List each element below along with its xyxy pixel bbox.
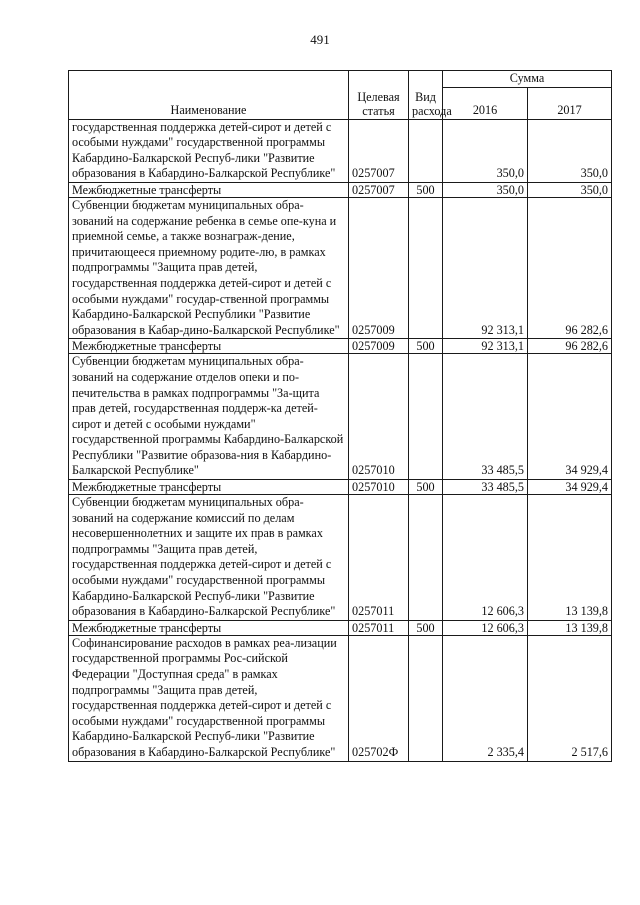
table-row: [69, 495, 612, 621]
table-row: [69, 635, 612, 761]
row-amount-2017-cell: 350,0: [528, 182, 612, 197]
row-target-article-cell: 0257009: [349, 339, 409, 354]
row-target-article-cell: 0257010: [349, 480, 409, 495]
row-amount-2016-cell: 2 335,4: [443, 635, 528, 761]
row-name-cell: Субвенции бюджетам муниципальных обра-зований на содержание ребенка в семье опе-куна и приемной семье, а также вознаграж-дение, причитающееся приемному родите-лю, в рамках подпрограммы "Защита прав детей, государственная поддержка детей-сирот и детей с особыми нуждами" государ-ственной программы Кабардино-Балкарской Республики "Развитие образования в Кабар-дино-Балкарской Республике": [69, 197, 349, 338]
row-name-cell: Межбюджетные трансферты: [69, 182, 349, 197]
row-amount-2017-cell: 96 282,6: [528, 339, 612, 354]
row-amount-2017-cell: 2 517,6: [528, 635, 612, 761]
row-expense-type-cell: [409, 635, 443, 761]
row-expense-type-cell: [409, 197, 443, 338]
budget-table: [68, 70, 612, 762]
row-amount-2017-cell: 34 929,4: [528, 480, 612, 495]
row-expense-type-cell: [409, 119, 443, 182]
header-target-article: Целевая статья: [349, 71, 409, 120]
row-name-cell: Межбюджетные трансферты: [69, 480, 349, 495]
row-name-cell: Субвенции бюджетам муниципальных обра-зований на содержание комиссий по делам несовершеннолетних и защите их прав в рамках подпрограммы "Защита прав детей, государственная поддержка детей-сирот и детей с особыми нуждами" государственной программы Кабардино-Балкарской Респуб-лики "Развитие образования в Кабардино-Балкарской Республике": [69, 495, 349, 621]
row-name-cell: государственная поддержка детей-сирот и детей с особыми нуждами" государственной программы Кабардино-Балкарской Респуб-лики "Развитие образования в Кабардино-Балкарской Республике": [69, 119, 349, 182]
header-year-2017: 2017: [528, 87, 612, 119]
row-target-article-cell: 0257010: [349, 354, 409, 480]
row-expense-type-cell: [409, 495, 443, 621]
row-expense-type-cell: 500: [409, 182, 443, 197]
table-row: [69, 339, 612, 354]
header-expense-type: Вид расхода: [409, 71, 443, 120]
row-expense-type-cell: 500: [409, 339, 443, 354]
row-expense-type-cell: [409, 354, 443, 480]
row-target-article-cell: 0257007: [349, 119, 409, 182]
row-amount-2016-cell: 33 485,5: [443, 480, 528, 495]
row-expense-type-cell: 500: [409, 480, 443, 495]
row-amount-2016-cell: 92 313,1: [443, 197, 528, 338]
row-amount-2016-cell: 350,0: [443, 119, 528, 182]
row-amount-2016-cell: 350,0: [443, 182, 528, 197]
row-name-cell: Межбюджетные трансферты: [69, 620, 349, 635]
row-amount-2016-cell: 12 606,3: [443, 620, 528, 635]
row-expense-type-cell: 500: [409, 620, 443, 635]
header-year-2016: 2016: [443, 87, 528, 119]
row-amount-2017-cell: 96 282,6: [528, 197, 612, 338]
row-target-article-cell: 0257009: [349, 197, 409, 338]
table-body: [69, 119, 612, 761]
header-name: Наименование: [69, 71, 349, 120]
table-row: [69, 182, 612, 197]
table-row: [69, 354, 612, 480]
row-name-cell: Межбюджетные трансферты: [69, 339, 349, 354]
table-row: [69, 119, 612, 182]
page-number: 491: [310, 32, 330, 47]
header-sum: Сумма: [443, 71, 612, 88]
table-row: [69, 197, 612, 338]
row-amount-2016-cell: 92 313,1: [443, 339, 528, 354]
table-row: [69, 480, 612, 495]
row-name-cell: Софинансирование расходов в рамках реа-лизации государственной программы Рос-сийской Федерации "Доступная среда" в рамках подпрограммы "Защита прав детей, государственная поддержка детей-сирот и детей с особыми нуждами" государственной программы Кабардино-Балкарской Респуб-лики "Развитие образования в Кабардино-Балкарской Республике": [69, 635, 349, 761]
row-name-cell: Субвенции бюджетам муниципальных обра-зований на содержание отделов опеки и по-печительства в рамках подпрограммы "За-щита прав детей, государственная поддерж-ка детей-сирот и детей с особыми нуждами" государственной программы Кабардино-Балкарской Республики "Развитие образова-ния в Кабардино-Балкарской Республике": [69, 354, 349, 480]
row-amount-2016-cell: 33 485,5: [443, 354, 528, 480]
row-amount-2017-cell: 350,0: [528, 119, 612, 182]
row-target-article-cell: 0257011: [349, 495, 409, 621]
row-amount-2017-cell: 13 139,8: [528, 495, 612, 621]
row-amount-2017-cell: 34 929,4: [528, 354, 612, 480]
row-target-article-cell: 0257011: [349, 620, 409, 635]
row-amount-2016-cell: 12 606,3: [443, 495, 528, 621]
table-row: [69, 620, 612, 635]
table-header-row: [69, 71, 612, 88]
row-amount-2017-cell: 13 139,8: [528, 620, 612, 635]
row-target-article-cell: 025702Ф: [349, 635, 409, 761]
row-target-article-cell: 0257007: [349, 182, 409, 197]
